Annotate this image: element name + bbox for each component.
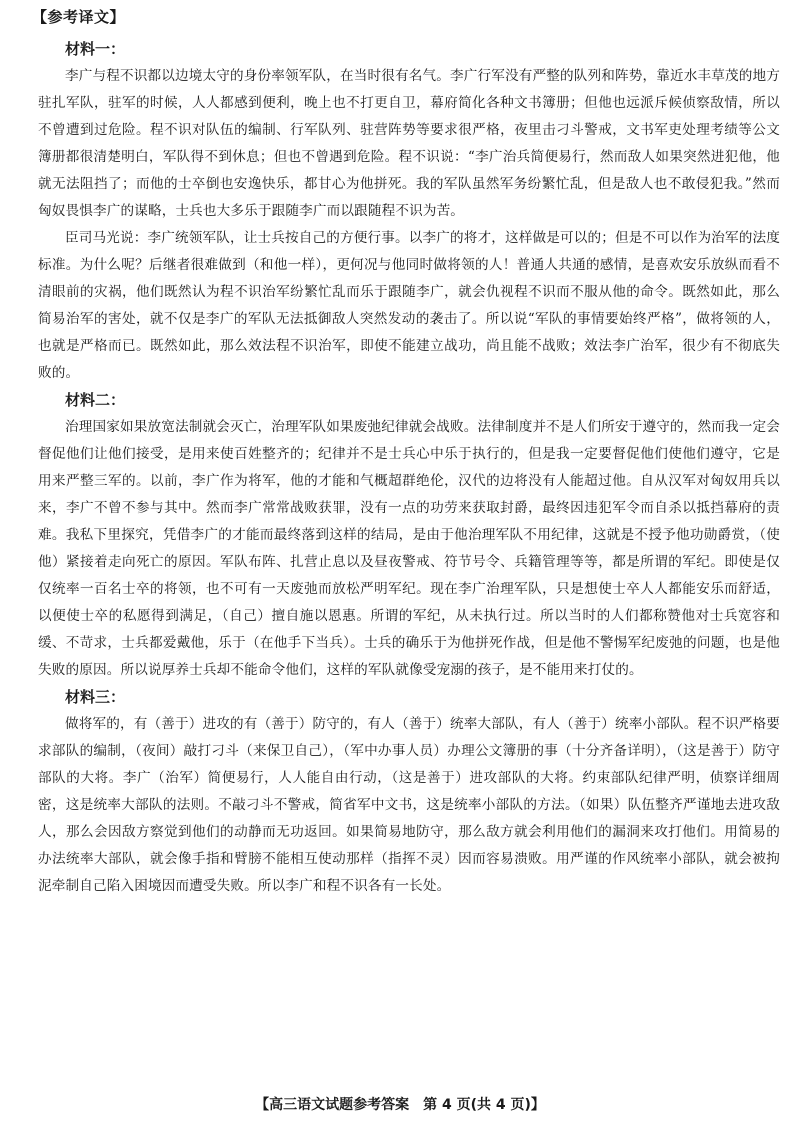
material-one-paragraph-1: 李广与程不识都以边境太守的身份率领军队，在当时很有名气。李广行军没有严整的队列和阵势，靠近水丰草茂的地方驻扎军队，驻军的时候，人人都感到便利，晚上也不打更自卫，幕府简化各种文书簿册；但他也远派斥候侦察敌情，所以不曾遭到过危险。程不识对队伍的编制、行军队列、驻营阵势等要求很严格，夜里击刁斗警戒，文书军吏处理考绩等公文簿册都很清楚明白，军队得不到休息；但也不曾遇到危险。程不识说：“李广治兵简便易行，然而敌人如果突然进犯他，他就无法阻挡了；而他的士卒倒也安逸快乐，都甘心为他拼死。我的军队虽然军务纷繁忙乱，但是敌人也不敢侵犯我。”然而匈奴畏惧李广的谋略，士兵也大多乐于跟随李广而以跟随程不识为苦。 [38,68,780,219]
material-three-paragraph-1: 做将军的，有（善于）进攻的有（善于）防守的，有人（善于）统率大部队，有人（善于）统率小部队。程不识严格要求部队的编制，（夜间）敲打刁斗（来保卫自己），（军中办事人员）办理公文簿册的事（十分齐备详明），（这是善于）防守部队的大将。李广（治军）简便易行，人人能自由行动，（这是善于）进攻部队的大将。约束部队纪律严明，侦察详细周密，这是统率大部队的法则。不敲刁斗不警戒，简省军中文书，这是统率小部队的方法。（如果）队伍整齐严谨地去进攻敌人，那么会因敌方察觉到他们的动静而无功返回。如果简易地防守，那么敌方就会利用他们的漏洞来攻打他们。用简易的办法统率大部队，就会像手指和臂膀不能相互使动那样（指挥不灵）因而容易溃败。用严谨的作风统率小部队，就会被拘泥牵制自己陷入困境因而遭受失败。所以李广和程不识各有一长处。 [38,716,780,894]
material-three-section [38,684,780,900]
material-one-label: 材料一： [65,40,126,58]
material-one-paragraph-2: 臣司马光说：李广统领军队，让士兵按自己的方便行事。以李广的将才，这样做是可以的；但是不可以作为治军的法度标准。为什么呢？后继者很难做到（和他一样），更何况与他同时做将领的人！普通人共通的感情，是喜欢安乐放纵而看不清眼前的灾祸，他们既然认为程不识治军纷繁忙乱而乐于跟随李广，就会仇视程不识而不服从他的命令。既然如此，那么简易治军的害处，就不仅是李广的军队无法抵御敌人突然发动的袭击了。所以说“军队的事情要始终严格”，做将领的人，也就是严格而已。既然如此，那么效法程不识治军，即使不能建立战功，尚且能不战败；效法李广治军，很少有不彻底失败的。 [38,230,780,381]
reference-translation-heading: 【参考译文】 [32,8,126,26]
material-one-section [38,36,780,387]
page-footer: 【高三语文试题参考答案 第 4 页(共 4 页)】 [255,1097,545,1113]
translation-body [38,36,780,900]
material-three-label: 材料三： [65,688,126,706]
material-two-paragraph-1: 治理国家如果放宽法制就会灭亡，治理军队如果废弛纪律就会战败。法律制度并不是人们所安于遵守的，然而我一定会督促他们让他们接受，是用来使百姓整齐的；纪律并不是士兵心中乐于执行的，但是我一定要督促他们使他们遵守，它是用来严整三军的。以前，李广作为将军，他的才能和气概超群绝伦，汉代的边将没有人能超过他。自从汉军对匈奴用兵以来，李广不曾不参与其中。然而李广常常战败获罪，没有一点的功劳来获取封爵，最终因违犯军令而自杀以抵挡幕府的责难。我私下里探究，凭借李广的才能而最终落到这样的结局，是由于他治理军队不用纪律，这就是不授予他功勋爵赏，（使他）紧接着走向死亡的原因。军队布阵、扎营止息以及昼夜警戒、符节号令、兵籍管理等等，都是所谓的军纪。即使是仅仅统率一百名士卒的将领，也不可有一天废弛而放松严明军纪。现在李广治理军队，只是想使士卒人人都能安乐而舒适，以便使士卒的私愿得到满足，（自己）擅自施以恩惠。所谓的军纪，从未执行过。所以当时的人们都称赞他对士兵宽容和缓、不苛求，士兵都爱戴他，乐于（在他手下当兵）。士兵的确乐于为他拼死作战，但是他不警惕军纪废弛的问题，也是他失败的原因。所以说厚养士兵却不能命令他们，这样的军队就像受宠溺的孩子，是不能用来打仗的。 [38,419,780,678]
material-two-label: 材料二： [65,391,126,409]
material-two-section [38,387,780,684]
